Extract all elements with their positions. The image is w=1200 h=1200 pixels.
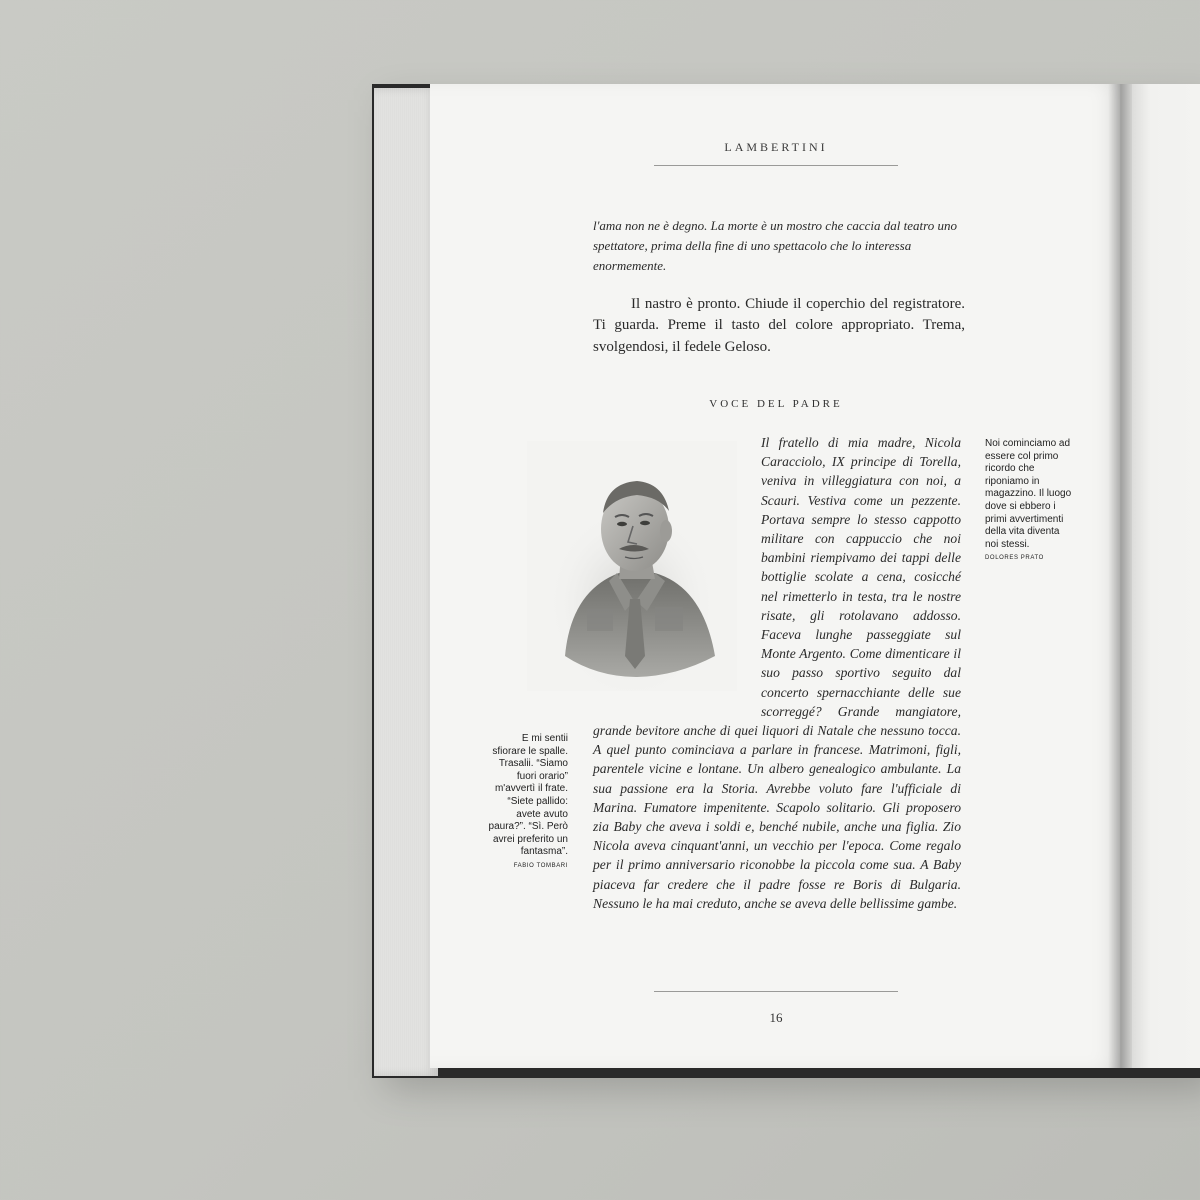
memoir-paragraph: Il fratello di mia madre, Nicola Caracciolo, IX principe di Torella, veniva in villeggiatura con noi, a Scauri. Vestiva come un pezzente. Portava sempre lo stesso cappotto militare con cappuccio che noi bambini riempivamo dei tappi delle bottiglie scolate a cena, cosicché nel rimetterlo in testa, tra le nostre risate, gli rotolavano addosso. Faceva lunghe passeggiate sul Monte Argento. Come dimenticare il suo passo sportivo seguito dal concerto spernacchiante delle sue scorreggé? Grande mangiatore, grande bevitore anche di quei liquori di Natale che nessuno tocca. A quel punto cominciava a parlare in francese. Matrimoni, figli, parentele vicine e lontane. Un albero genealogico ambulante. La sua passione era la Storia. Avrebbe voluto fare l'ufficiale di Marina. Fumatore impenitente. Scapolo solitario. Gli proposero zia Baby che aveva i soldi e, benché nubile, anche una figlia. Zio Nicola aveva cinquant'anni, un vecchio per l'epoca. Come regalo per il primo anniversario riconobbe la piccola come sua. A Baby piaceva far credere che il padre fosse re Boris di Bulgaria. Nessuno le ha mai creduto, anche se aveva delle bellissime gambe. <box>593 435 961 911</box>
section-title: VOCE DEL PADRE <box>709 398 843 410</box>
page-edges <box>374 88 438 1076</box>
sidenote-left-text: E mi sentii sfiorare le spalle. Trasalii. “Siamo fuori orario” m'avvertì il frate. “Siete pallido: avete avuto paura?”. “Sì. Però avrei preferito un fantasma”. <box>488 733 568 858</box>
portrait-wrap-space <box>593 433 761 720</box>
sidenote-left-credit: FABIO TOMBARI <box>513 862 568 869</box>
sidenote-left <box>486 733 568 873</box>
facing-page <box>1120 84 1200 1068</box>
memoir-text-block <box>593 433 961 913</box>
book-gutter <box>1108 84 1132 1068</box>
body-paragraph: Il nastro è pronto. Chiude il coperchio del registratore. Ti guarda. Preme il tasto del colore appropriato. Trema, svolgendosi, il fedele Geloso. <box>593 296 965 355</box>
sidenote-right <box>985 438 1075 565</box>
sidenote-right-text: Noi cominciamo ad essere col primo ricordo che riponiamo in magazzino. Il luogo dove si ebbero i primi avvertimenti della vita diventa noi stessi. <box>985 438 1072 550</box>
page-number: 16 <box>769 1010 783 1025</box>
footer-rule <box>654 991 898 992</box>
sidenote-right-credit: DOLORES PRATO <box>985 555 1044 562</box>
header-rule <box>654 165 898 166</box>
quote-paragraph: l'ama non ne è degno. La morte è un mostro che caccia dal teatro uno spettatore, prima della fine di uno spettacolo che lo interessa enormemente. <box>593 218 957 274</box>
running-head: LAMBERTINI <box>724 140 828 154</box>
